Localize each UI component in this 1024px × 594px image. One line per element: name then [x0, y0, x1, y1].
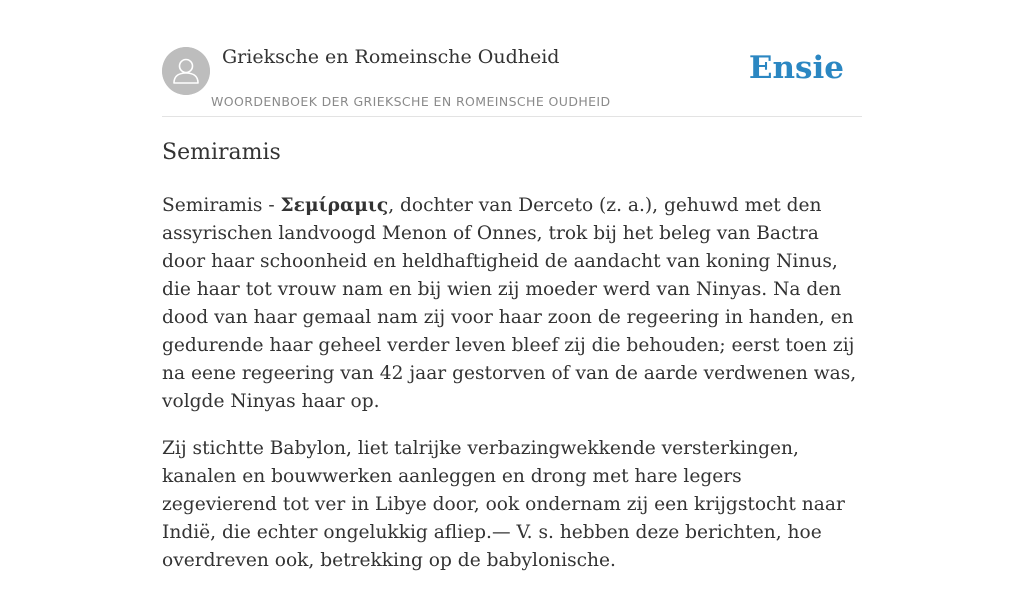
page-title: Semiramis	[162, 140, 281, 165]
entry-paragraph: Zij stichtte Babylon, liet talrijke verbazingwekkende versterkingen, kanalen en bouwwerken aanleggen en drong met hare legers zegevierend tot ver in Libye door, ook ondernam zij een krijgstocht naar Indië, die echter ongelukkig afliep.— V. s. hebben deze berichten, hoe overdreven ook, betrekking op de babylonische.	[162, 438, 845, 571]
brand-logo[interactable]: Ensie	[748, 50, 844, 86]
avatar[interactable]	[162, 47, 210, 95]
user-icon	[162, 47, 210, 95]
entry-term: Semiramis	[162, 195, 263, 216]
header	[162, 0, 862, 117]
term-separator: -	[262, 195, 281, 216]
page	[162, 0, 862, 571]
entry-paragraph	[162, 192, 862, 416]
entry-text: , dochter van Derceto (z. a.), gehuwd met den assyrischen landvoogd Menon of Onnes, trok bij het beleg van Bactra door haar schoonheid en heldhaftigheid de aandacht van koning Ninus, die haar tot vrouw nam en bij wien zij moeder werd van Ninyas. Na den dood van haar gemaal nam zij voor haar zoon de regeering in handen, en gedurende haar geheel verder leven bleef zij die behouden; eerst toen zij na eene regeering van 42 jaar gestorven of van de aarde verdwenen was, volgde Ninyas haar op.	[162, 195, 857, 412]
site-title[interactable]: Grieksche en Romeinsche Oudheid	[222, 46, 560, 68]
site-subtitle: WOORDENBOEK DER GRIEKSCHE EN ROMEINSCHE OUDHEID	[211, 94, 611, 109]
entry-body	[162, 192, 862, 594]
greek-term: Σεμίραμις	[280, 195, 389, 216]
